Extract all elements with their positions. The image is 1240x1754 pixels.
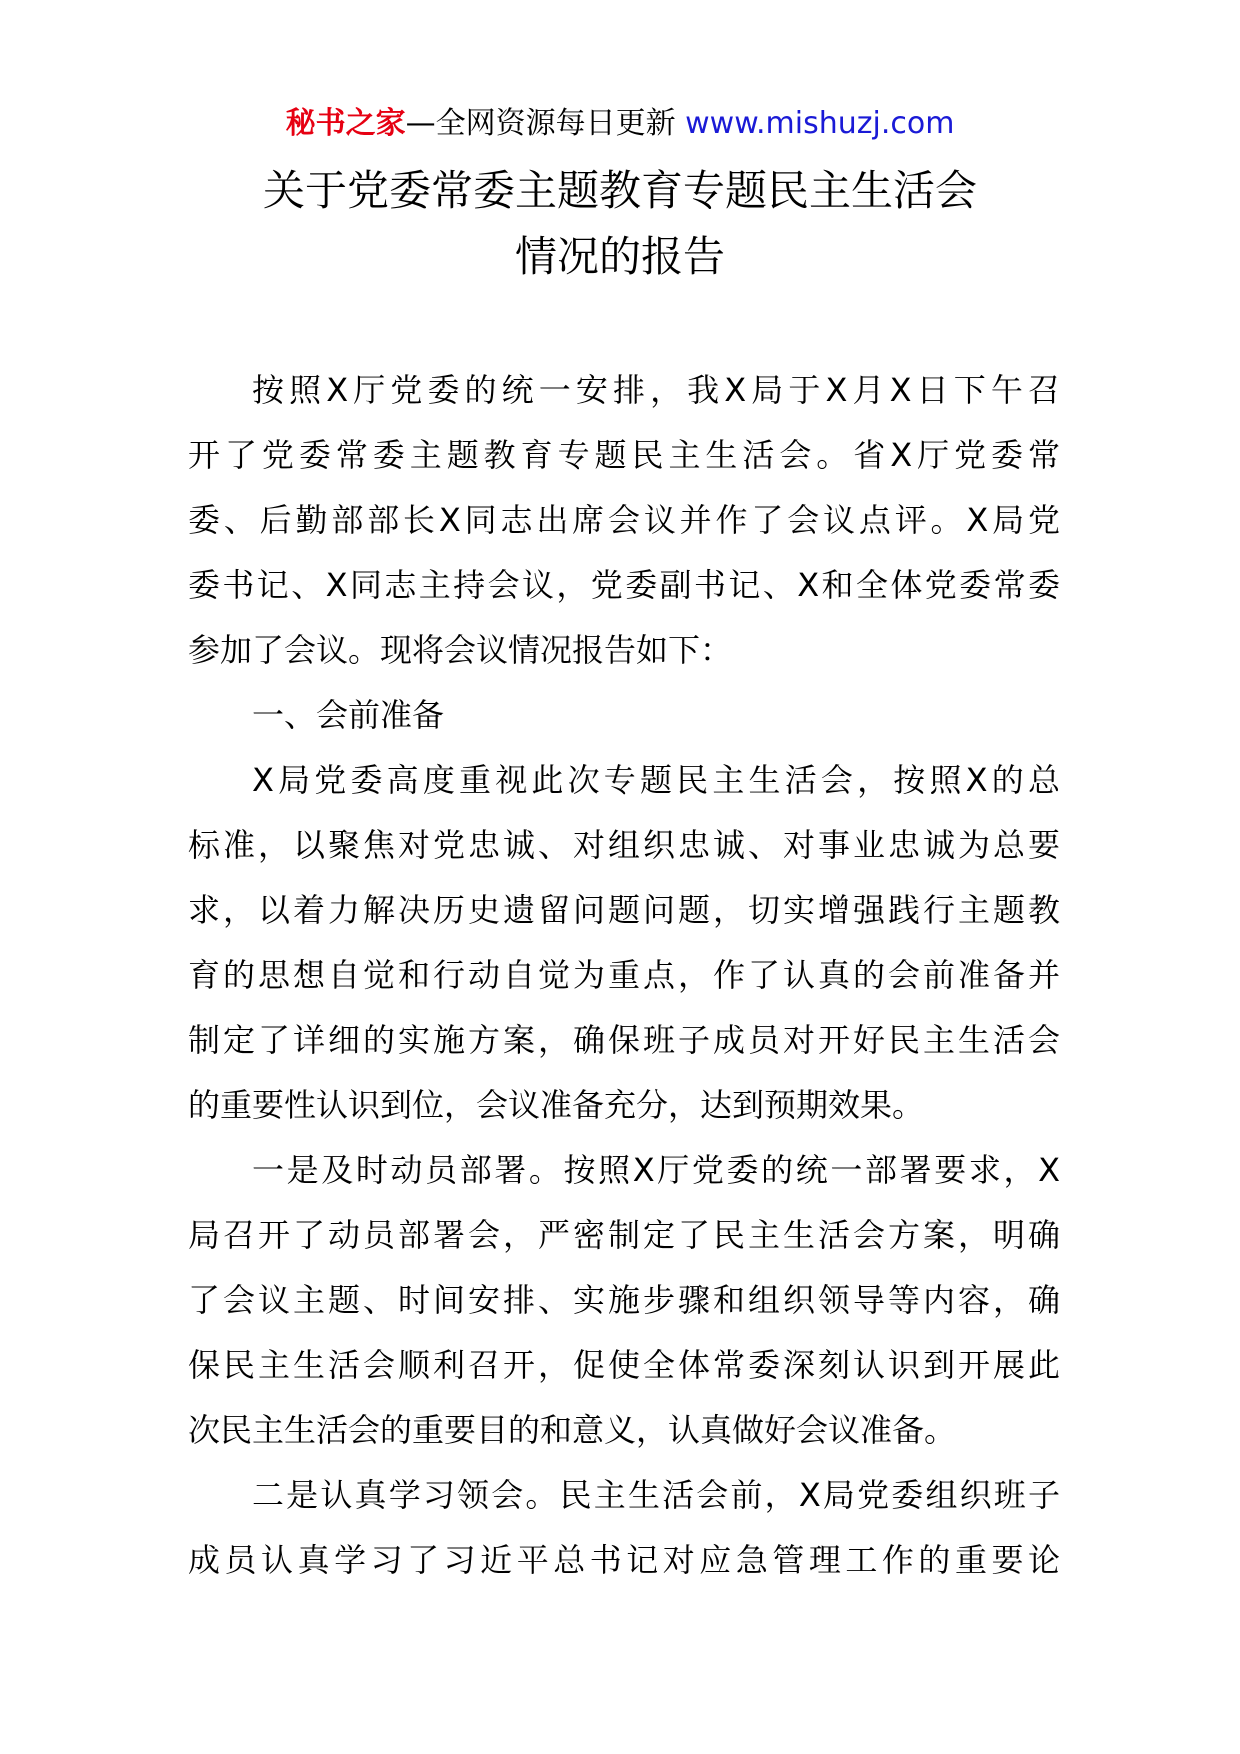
body-line: 一是及时动员部署。按照X厅党委的统一部署要求，X — [252, 1151, 1060, 1189]
body-line: 成员认真学习了习近平总书记对应急管理工作的重要论 — [188, 1541, 1060, 1579]
body-line: 了会议主题、时间安排、实施步骤和组织领导等内容，确 — [188, 1281, 1060, 1319]
header-banner — [0, 104, 1240, 144]
body-line: 参加了会议。现将会议情况报告如下： — [188, 631, 733, 669]
body-line: 委书记、X同志主持会议，党委副书记、X和全体党委常委 — [188, 566, 1060, 604]
body-line: X局党委高度重视此次专题民主生活会，按照X的总 — [252, 761, 1060, 799]
brand-name: 秘书之家 — [285, 106, 406, 141]
document-title-line-1: 关于党委常委主题教育专题民主生活会 — [262, 166, 977, 215]
section-heading: 一、会前准备 — [252, 696, 445, 734]
body-line: 保民主生活会顺利召开，促使全体常委深刻认识到开展此 — [188, 1346, 1060, 1384]
body-line: 按照X厅党委的统一安排，我X局于X月X日下午召 — [252, 371, 1060, 409]
body-line: 的重要性认识到位，会议准备充分，达到预期效果。 — [188, 1086, 925, 1124]
body-line: 委、后勤部部长X同志出席会议并作了会议点评。X局党 — [188, 501, 1060, 539]
document-body — [188, 358, 1060, 1593]
body-line: 求，以着力解决历史遗留问题问题，切实增强践行主题教 — [188, 891, 1060, 929]
header-slogan: —全网资源每日更新 — [405, 106, 676, 141]
site-url-link[interactable]: www.mishuzj.com — [685, 106, 955, 141]
body-line: 制定了详细的实施方案，确保班子成员对开好民主生活会 — [188, 1021, 1060, 1059]
body-line: 局召开了动员部署会，严密制定了民主生活会方案，明确 — [188, 1216, 1060, 1254]
body-line: 育的思想自觉和行动自觉为重点，作了认真的会前准备并 — [188, 956, 1060, 994]
body-line: 次民主生活会的重要目的和意义，认真做好会议准备。 — [188, 1411, 957, 1449]
document-title-line-2: 情况的报告 — [514, 232, 725, 281]
body-line: 标准，以聚焦对党忠诚、对组织忠诚、对事业忠诚为总要 — [188, 826, 1060, 864]
body-line: 二是认真学习领会。民主生活会前，X局党委组织班子 — [252, 1476, 1060, 1514]
body-line: 开了党委常委主题教育专题民主生活会。省X厅党委常 — [188, 436, 1060, 474]
